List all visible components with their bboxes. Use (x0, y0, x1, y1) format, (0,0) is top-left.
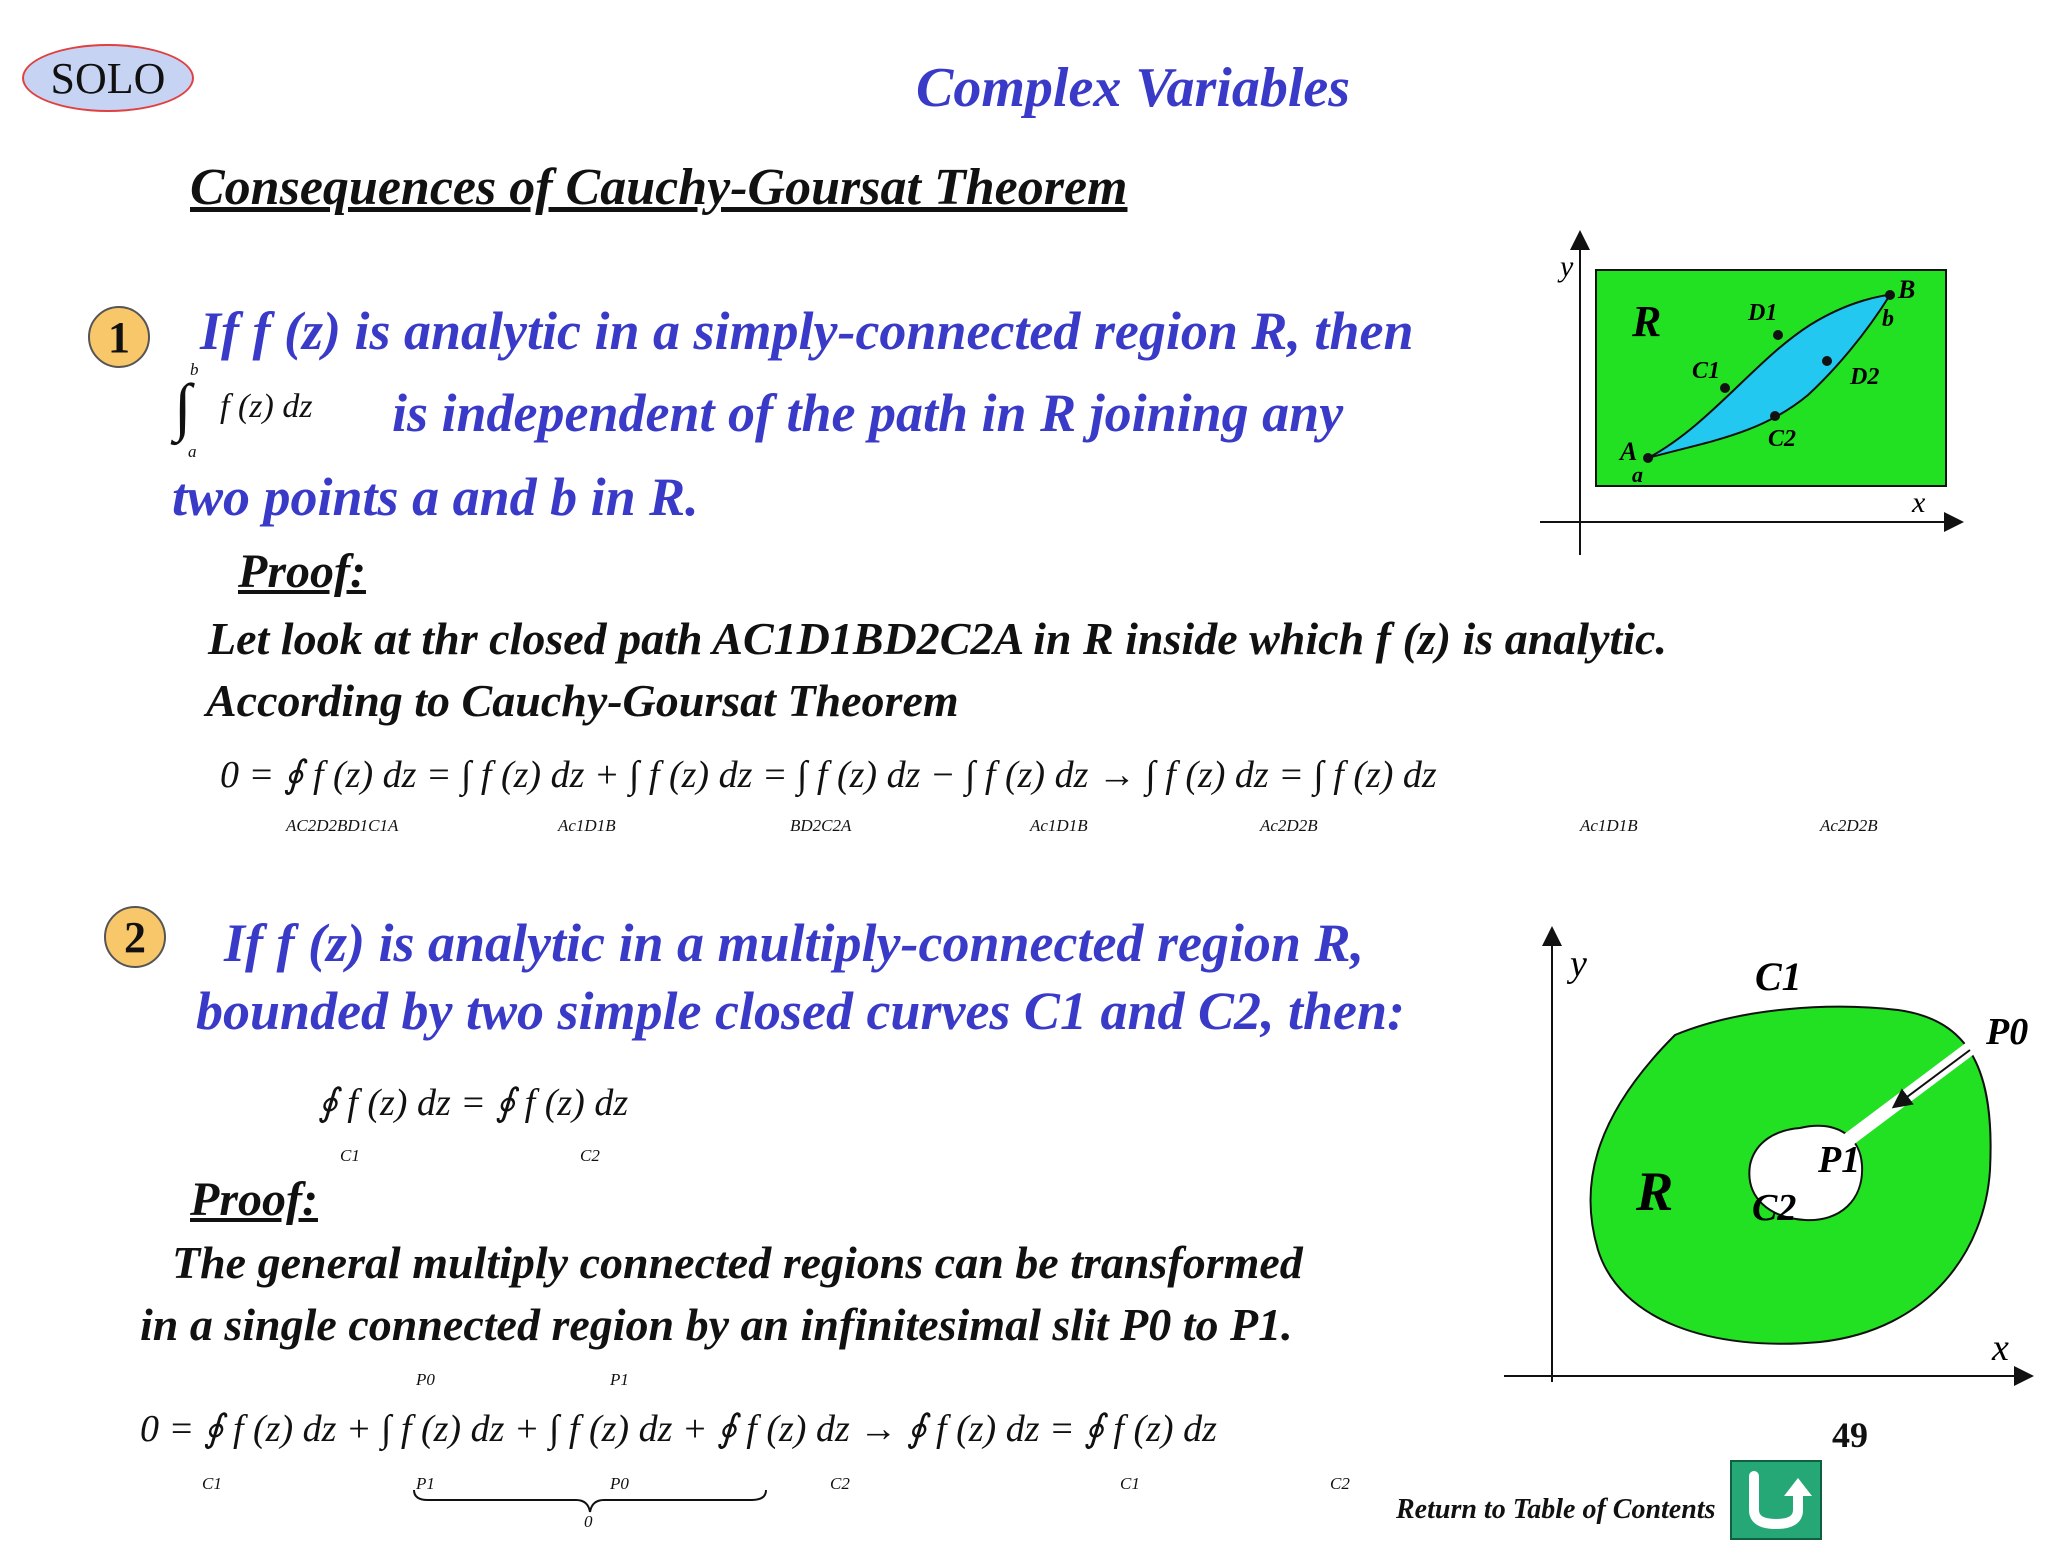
eq3-limit: P1 (416, 1474, 435, 1493)
figure-simply-connected (1520, 220, 1980, 560)
fig1-label: A (1620, 437, 1638, 466)
eq1-limit: Ac2D2B (1260, 816, 1318, 835)
fig1-label: b (1882, 306, 1894, 332)
fig2-label: y (1570, 943, 1587, 985)
solo-logo (22, 44, 194, 112)
eq3-limit: P0 (416, 1370, 435, 1389)
equation-2: ∮ f (z) dz = ∮ f (z) dz (318, 1082, 629, 1124)
equation-1-limits (220, 816, 2020, 846)
return-button[interactable] (1730, 1460, 1822, 1540)
fig1-label: D2 (1850, 364, 1880, 390)
page-title: Complex Variables (916, 57, 1351, 119)
item2-line1: If f (z) is analytic in a multiply-connected region R, (224, 913, 1364, 973)
eq3-limit: P0 (610, 1474, 629, 1493)
fig2-label: C2 (1752, 1187, 1797, 1229)
eq2-limit: C1 (340, 1146, 360, 1165)
fig1-label: D1 (1748, 300, 1778, 326)
eq3-limit: C2 (1330, 1474, 1350, 1493)
equation-3: 0 = ∮ f (z) dz + ∫ f (z) dz + ∫ f (z) dz + ∮ f (z) dz → ∮ f (z) dz = ∮ f (z) dz (140, 1408, 1217, 1450)
fig2-label: x (1992, 1327, 2009, 1369)
slide-subtitle: Consequences of Cauchy-Goursat Theorem (190, 159, 1128, 216)
equation-3-limits (140, 1370, 1540, 1493)
fig2-label: C1 (1755, 954, 1802, 999)
fig1-label: a (1632, 462, 1643, 487)
eq3-limit: P1 (610, 1370, 629, 1389)
figure-multiply-connected (1500, 920, 2040, 1390)
integral-ab (172, 360, 372, 460)
item-number-1: 1 (88, 306, 150, 368)
eq2-limit: C2 (580, 1146, 600, 1165)
item1-line1: If f (z) is analytic in a simply-connected region R, then (200, 301, 1414, 361)
fig2-label: R (1636, 1161, 1674, 1223)
proof2-label: Proof: (190, 1173, 318, 1226)
eq3-limit: C1 (202, 1474, 222, 1493)
item1-line3: two points a and b in R. (172, 467, 699, 527)
fig1-label: C2 (1768, 426, 1797, 452)
proof1-line2: According to Cauchy-Goursat Theorem (206, 675, 959, 726)
proof1-label: Proof: (238, 545, 366, 598)
eq1-limit: Ac1D1B (1030, 816, 1088, 835)
proof2-line1: The general multiply connected regions can be transformed (172, 1237, 1303, 1288)
item2-line2: bounded by two simple closed curves C1 and C2, then: (196, 981, 1406, 1041)
item-number-2: 2 (104, 906, 166, 968)
eq3-limit: C1 (1120, 1474, 1140, 1493)
underbrace-value: 0 (584, 1512, 593, 1531)
fig2-label: P1 (1818, 1139, 1861, 1181)
eq1-limit: Ac1D1B (558, 816, 616, 835)
integral-lower: a (188, 442, 197, 461)
return-arrow-icon (1732, 1462, 1820, 1538)
fig1-label: C1 (1692, 358, 1721, 384)
eq1-limit: Ac2D2B (1820, 816, 1878, 835)
fig1-label: R (1632, 297, 1662, 346)
fig2-label: P0 (1986, 1011, 2029, 1053)
eq1-limit: AC2D2BD1C1A (286, 816, 399, 835)
fig1-label: x (1912, 486, 1926, 519)
proof1-line1: Let look at thr closed path AC1D1BD2C2A in R inside which f (z) is analytic. (208, 613, 1667, 664)
item1-line2: is independent of the path in R joining any (392, 383, 1344, 443)
integral-upper: b (190, 360, 199, 379)
integral-expr: f (z) dz (220, 388, 313, 425)
equation-1: 0 = ∮ f (z) dz = ∫ f (z) dz + ∫ f (z) dz = ∫ f (z) dz − ∫ f (z) dz → ∫ f (z) dz = ∫ f (z) dz (220, 754, 1437, 796)
eq3-limit: C2 (830, 1474, 850, 1493)
eq1-limit: BD2C2A (790, 816, 852, 835)
eq1-limit: Ac1D1B (1580, 816, 1638, 835)
logo-text: SOLO (50, 53, 166, 103)
fig1-label: y (1560, 250, 1574, 283)
proof2-line2: in a single connected region by an infinitesimal slit P0 to P1. (140, 1299, 1293, 1350)
return-link[interactable]: Return to Table of Contents (1396, 1494, 1716, 1525)
integral-sign-icon: ∫ (174, 371, 192, 442)
fig1-label: B (1898, 275, 1916, 304)
page-number: 49 (1832, 1415, 1868, 1455)
